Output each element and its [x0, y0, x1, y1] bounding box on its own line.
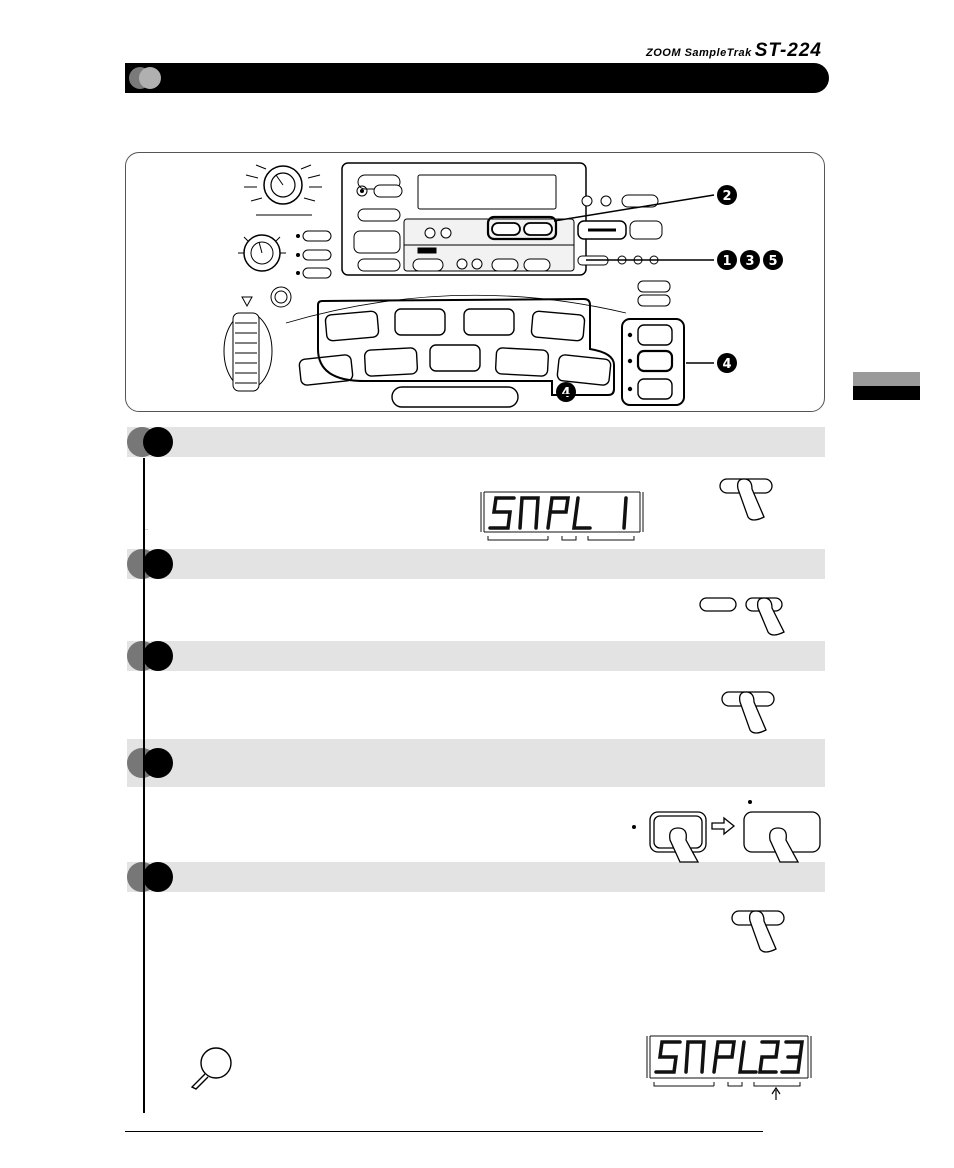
- svg-text:4: 4: [561, 386, 571, 401]
- step-5-bar: [127, 862, 825, 892]
- brand-logo: [646, 40, 822, 62]
- step-1-bar: [127, 427, 825, 457]
- svg-text:5: 5: [768, 254, 778, 269]
- brand-model: ST-224: [754, 40, 822, 61]
- press-button-icon-step3: [714, 686, 780, 736]
- press-button-icon-step1: [712, 473, 778, 523]
- svg-text:4: 4: [722, 357, 732, 372]
- title-dot-light: [139, 67, 161, 89]
- footer-rule: [125, 1131, 763, 1132]
- section-title-bar: [125, 63, 829, 93]
- svg-text:3: 3: [745, 254, 755, 269]
- panel-callout-135: [717, 250, 783, 270]
- lcd-text-step5: SNPL 23: [144, 530, 149, 531]
- press-button-icon-step2: [696, 592, 790, 636]
- pad-press-sequence-icon: [628, 796, 828, 862]
- steps-guideline: [143, 458, 145, 1113]
- brand-name: ZOOM SampleTrak: [646, 47, 752, 59]
- lcd-display-step1: [478, 488, 646, 542]
- svg-text:2: 2: [722, 189, 732, 204]
- step-4-bar: [127, 739, 825, 787]
- volume-knob: [238, 235, 286, 271]
- magnifier-icon: [186, 1045, 238, 1091]
- step-2-bar: [127, 549, 825, 579]
- panel-callout-2: [717, 185, 737, 205]
- press-button-icon-step5: [724, 905, 790, 955]
- panel-callout-4b: [556, 382, 576, 402]
- master-knob: [244, 165, 322, 215]
- step-3-bar: [127, 641, 825, 671]
- device-panel-illustration: [125, 152, 825, 412]
- panel-callout-4a: [717, 353, 737, 373]
- chapter-thumb-tab: [853, 372, 920, 400]
- lcd-display-step5: [144, 530, 814, 1100]
- svg-text:1: 1: [722, 254, 732, 269]
